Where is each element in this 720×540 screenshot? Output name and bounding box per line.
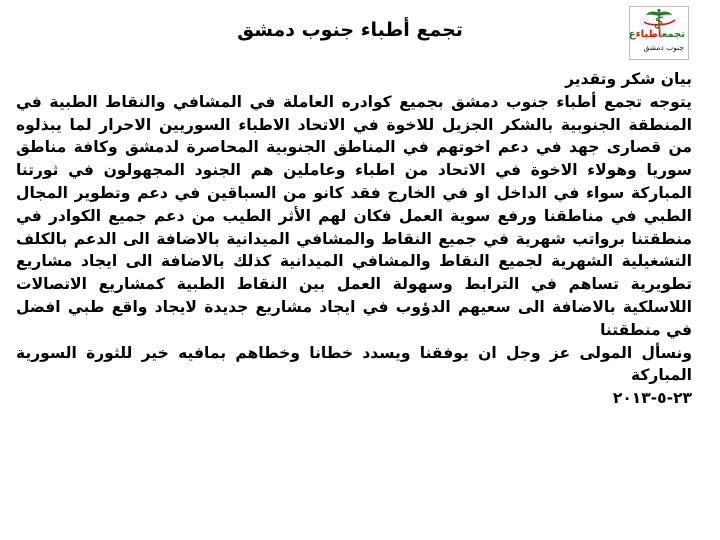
logo-word-3: ع [628, 29, 636, 40]
statement-paragraph: يتوجه تجمع أطباء جنوب دمشق بجميع كوادره العاملة في المشافي والنقاط الطبية في المنطقة الجنوبية بالشكر الجزيل للاخوة في الاتحاد الاطباء السوريين الاحرار لما يبذلوه من قصارى جهد في دعم اخوتهم في المناطق الجنوبية المحاصرة لدمشق وكافة مناطق سوريا وهولاء الاخوة في الاتحاد من اطباء وعاملين هم الجنود المجهولون في ثورتنا المباركة سواء في الداخل او في الخارج فقد كانو من السباقين في دعم وتطوير المجال الطبي في مناطقنا ورفع سوية العمل فكان لهم الأثر الطيب من دعم جميع الكوادر في منطقتنا برواتب شهرية في جميع النقاط والمشافي الميدانية بالاضافة الى الدعم بالكلف التشغيلية الشهرية لجميع النقاط والمشافي الميدانية كذلك بالاضافة الى ايجاد مشاريع تطويرية تساهم في الترابط وسهولة العمل بين النقاط الطبية كمشاريع الاتصالات اللاسلكية بالاضافة الى سعيهم الدؤوب في ايجاد مشاريع جديدة لايجاد واقع طبي افضل في منطقتنا [16, 92, 692, 339]
logo-word-1: تجمع [661, 29, 685, 40]
organization-logo [629, 6, 689, 60]
logo-brand-text [629, 29, 685, 41]
logo-subtitle: جنوب دمشق [643, 43, 684, 52]
statement-date: ٢٣-٥-٢٠١٣ [612, 389, 692, 408]
logo-word-2: أطباء [635, 29, 662, 40]
statement-heading: بيان شكر وتقدير [565, 70, 692, 88]
statement-body [16, 68, 692, 410]
statement-closing: ونسأل المولى عز وجل ان يوفقنا ويسدد خطانا وخطاهم بمافيه خير للثورة السورية المباركة [16, 343, 692, 385]
page-title: تجمع أطباء جنوب دمشق [237, 19, 463, 41]
